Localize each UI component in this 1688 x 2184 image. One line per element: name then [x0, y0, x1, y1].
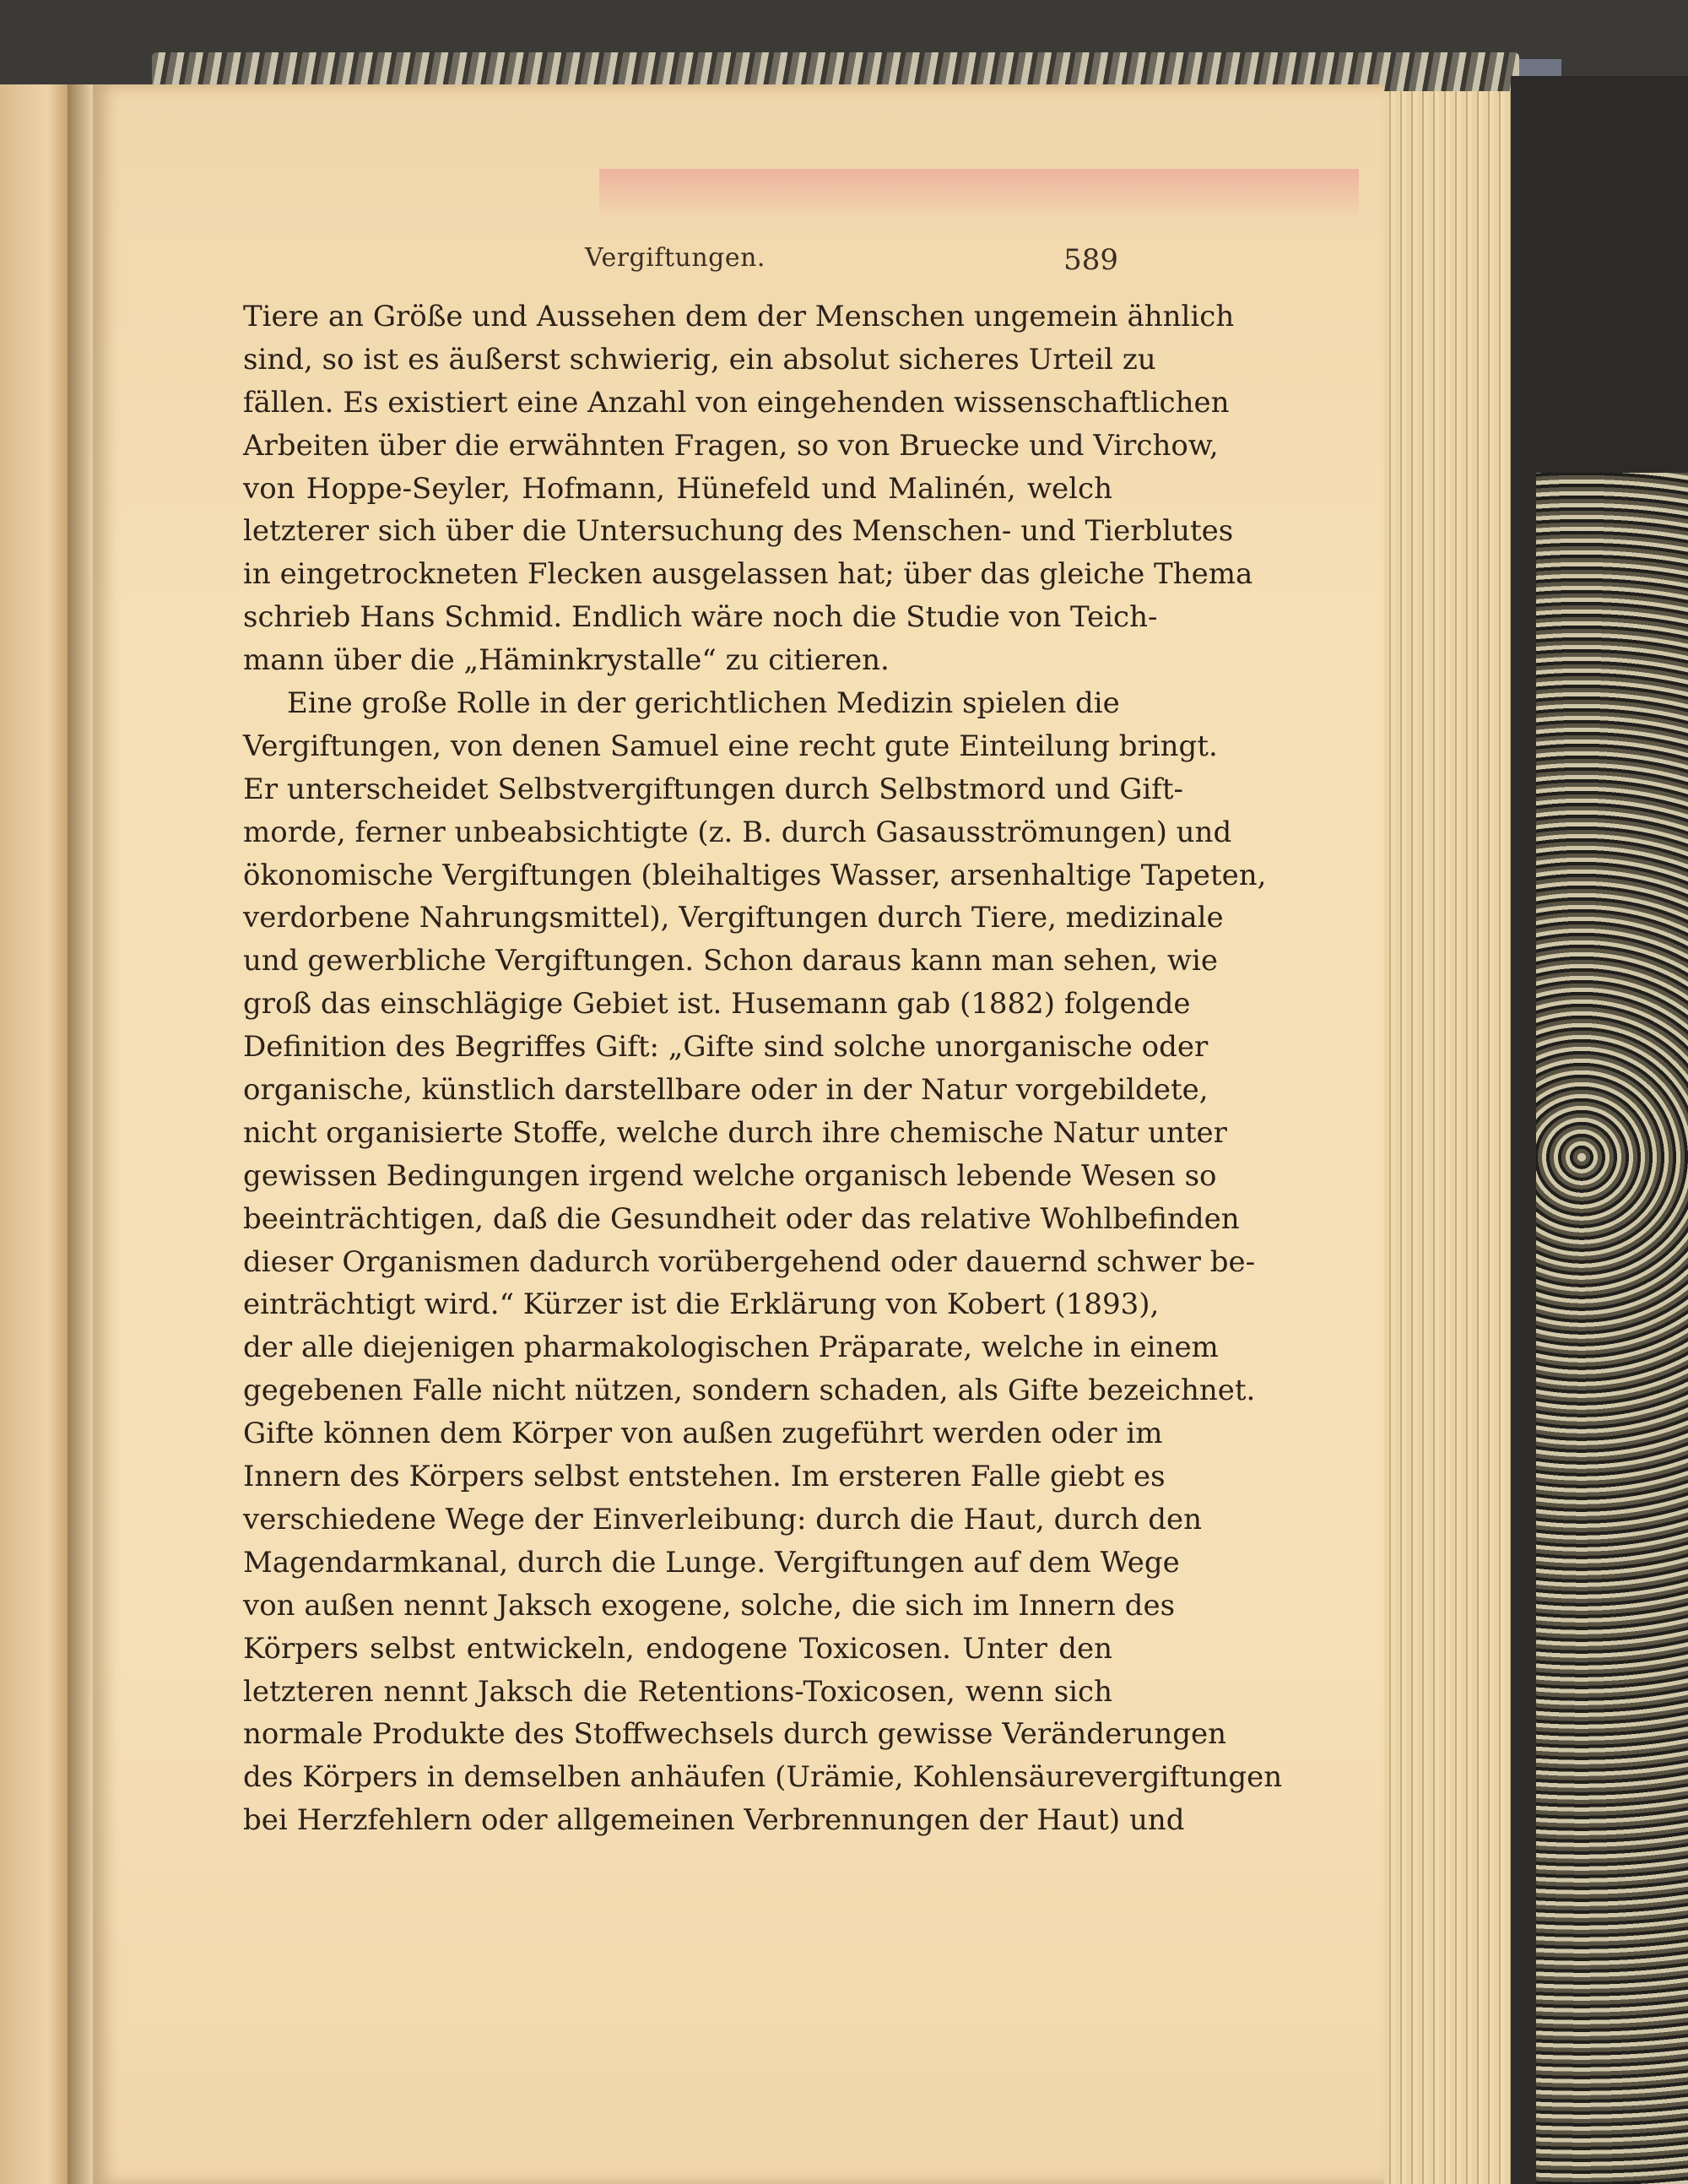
text-line: in eingetrockneten Flecken ausgelassen hat; über das gleiche Thema	[243, 557, 1253, 592]
text-line: Arbeiten über die erwähnten Fragen, so von Bruecke und Virchow,	[243, 428, 1219, 463]
text-line: Innern des Körpers selbst entstehen. Im ersteren Falle giebt es	[243, 1460, 1166, 1494]
text-line: fällen. Es existiert eine Anzahl von eingehenden wissenschaftlichen	[243, 385, 1230, 420]
text-line: verschiedene Wege der Einverleibung: durch die Haut, durch den	[243, 1502, 1203, 1536]
text-line: letzterer sich über die Untersuchung des Menschen- und Tierblutes	[243, 514, 1234, 549]
text-line: beeinträchtigen, daß die Gesundheit oder das relative Wohlbefinden	[243, 1201, 1240, 1236]
text-line: letzteren nennt Jaksch die Retentions-Toxicosen, wenn sich	[243, 1674, 1112, 1709]
text-line: groß das einschlägige Gebiet ist. Husemann gab (1882) folgende	[243, 987, 1191, 1022]
text-line: dieser Organismen dadurch vorübergehend oder dauernd schwer be-	[243, 1244, 1256, 1279]
text-line: nicht organisierte Stoffe, welche durch ihre chemische Natur unter	[243, 1115, 1227, 1150]
text-line: einträchtigt wird.“ Kürzer ist die Erklärung von Kobert (1893),	[243, 1287, 1160, 1322]
text-line: von außen nennt Jaksch exogene, solche, die sich im Innern des	[243, 1588, 1176, 1623]
running-head: Vergiftungen.	[585, 243, 766, 273]
text-line: von Hoppe-Seyler, Hofmann, Hünefeld und Malinén, welch	[243, 471, 1112, 506]
marbled-endpaper	[1536, 473, 1688, 2184]
text-line: mann über die „Häminkrystalle“ zu citieren.	[243, 643, 890, 678]
text-line: bei Herzfehlern oder allgemeinen Verbrennungen der Haut) und	[243, 1803, 1185, 1838]
text-line: Eine große Rolle in der gerichtlichen Medizin spielen die	[287, 686, 1120, 721]
text-line: Körpers selbst entwickeln, endogene Toxicosen. Unter den	[243, 1631, 1112, 1666]
text-line: organische, künstlich darstellbare oder in der Natur vorgebildete,	[243, 1073, 1209, 1108]
page-number: 589	[1063, 243, 1118, 277]
text-line: Vergiftungen, von denen Samuel eine recht gute Einteilung bringt.	[243, 729, 1218, 763]
text-line: normale Produkte des Stoffwechsels durch gewisse Veränderungen	[243, 1717, 1227, 1752]
text-line: Definition des Begriffes Gift: „Gifte sind solche unorganische oder	[243, 1030, 1209, 1065]
body-text	[243, 295, 1283, 1842]
text-line: des Körpers in demselben anhäufen (Urämie, Kohlensäurevergiftungen	[243, 1760, 1283, 1795]
text-line: ökonomische Vergiftungen (bleihaltiges Wasser, arsenhaltige Tapeten,	[243, 858, 1267, 892]
text-line: Magendarmkanal, durch die Lunge. Vergiftungen auf dem Wege	[243, 1545, 1180, 1580]
facing-page-edge	[0, 84, 68, 2184]
text-line: schrieb Hans Schmid. Endlich wäre noch die Studie von Teich-	[243, 600, 1158, 635]
text-line: und gewerbliche Vergiftungen. Schon daraus kann man sehen, wie	[243, 944, 1219, 978]
text-line: gewissen Bedingungen irgend welche organisch lebende Wesen so	[243, 1158, 1217, 1193]
book-gutter	[68, 84, 93, 2184]
text-line: gegebenen Falle nicht nützen, sondern schaden, als Gifte bezeichnet.	[243, 1374, 1256, 1408]
text-line: der alle diejenigen pharmakologischen Präparate, welche in einem	[243, 1330, 1219, 1365]
text-line: Tiere an Größe und Aussehen dem der Menschen ungemein ähnlich	[243, 300, 1235, 333]
text-line: Er unterscheidet Selbstvergiftungen durch Selbstmord und Gift-	[243, 772, 1183, 806]
text-line: verdorbene Nahrungsmittel), Vergiftungen durch Tiere, medizinale	[243, 901, 1224, 935]
text-line: sind, so ist es äußerst schwierig, ein absolut sicheres Urteil zu	[243, 342, 1156, 377]
page-stain	[599, 169, 1359, 219]
text-line: Gifte können dem Körper von außen zugeführt werden oder im	[243, 1417, 1163, 1451]
text-line: morde, ferner unbeabsichtigte (z. B. durch Gasausströmungen) und	[243, 815, 1232, 849]
page-edges	[1384, 91, 1511, 2184]
